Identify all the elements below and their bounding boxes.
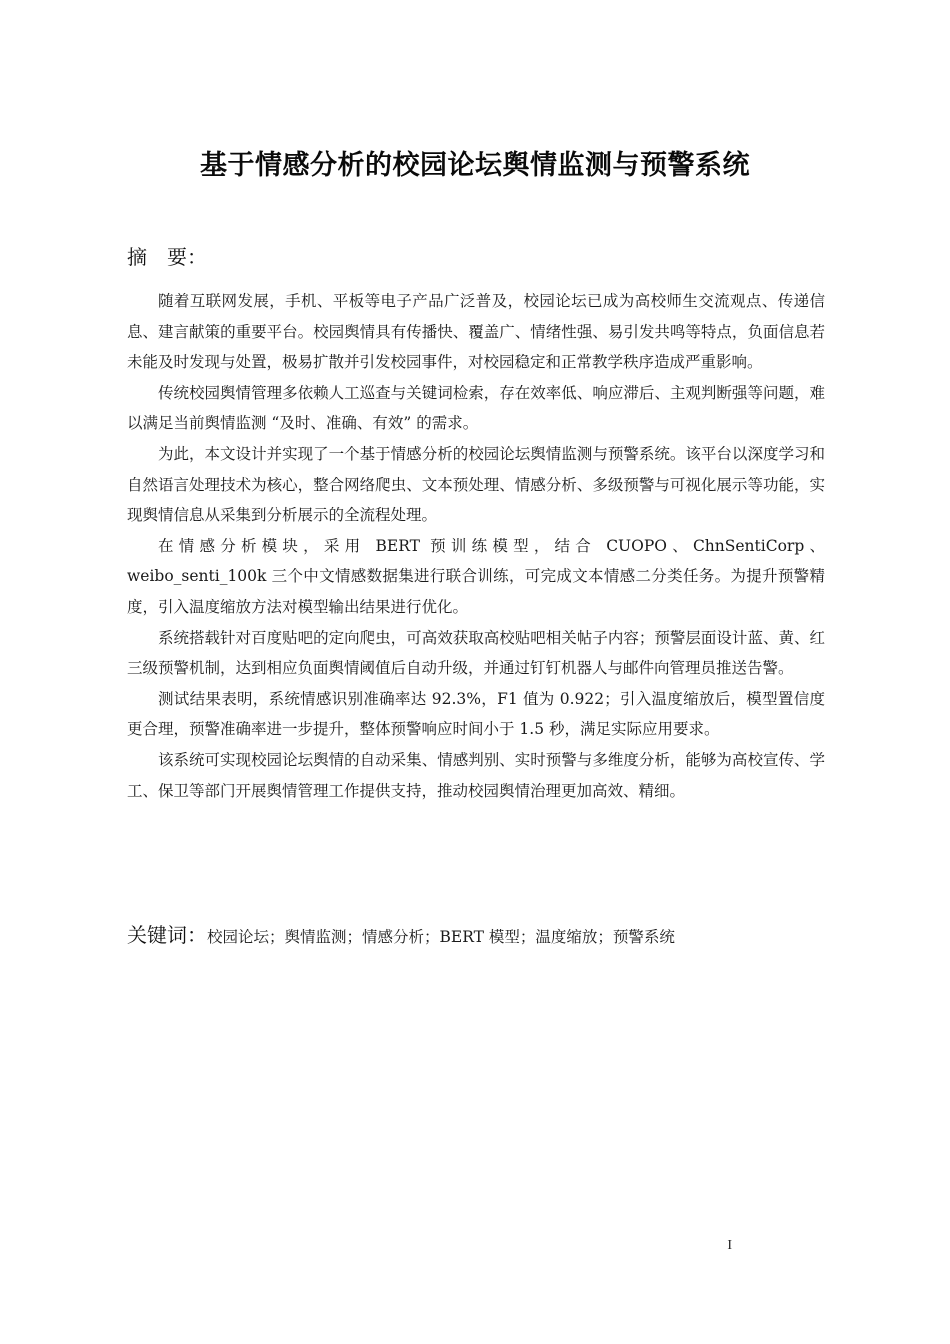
abstract-body xyxy=(127,286,825,806)
keywords-text: 校园论坛；舆情监测；情感分析；BERT 模型；温度缩放；预警系统 xyxy=(207,928,675,946)
abstract-paragraph: 该系统可实现校园论坛舆情的自动采集、情感判别、实时预警与多维度分析，能够为高校宣传、学工、保卫等部门开展舆情管理工作提供支持，推动校园舆情治理更加高效、精细。 xyxy=(127,750,825,800)
abstract-paragraph: 随着互联网发展，手机、平板等电子产品广泛普及，校园论坛已成为高校师生交流观点、传递信息、建言献策的重要平台。校园舆情具有传播快、覆盖广、情绪性强、易引发共鸣等特点，负面信息若未能及时发现与处置，极易扩散并引发校园事件，对校园稳定和正常教学秩序造成严重影响。 xyxy=(127,292,825,372)
keywords-label: 关键词： xyxy=(127,923,207,947)
abstract-paragraph: 为此，本文设计并实现了一个基于情感分析的校园论坛舆情监测与预警系统。该平台以深度学习和自然语言处理技术为核心，整合网络爬虫、文本预处理、情感分析、多级预警与可视化展示等功能，实现舆情信息从采集到分析展示的全流程处理。 xyxy=(127,444,825,525)
abstract-paragraph: 传统校园舆情管理多依赖人工巡查与关键词检索，存在效率低、响应滞后、主观判断强等问题，难以满足当前舆情监测 “及时、准确、有效” 的需求。 xyxy=(127,383,825,433)
document-title: 基于情感分析的校园论坛舆情监测与预警系统 xyxy=(200,150,750,181)
page-number: I xyxy=(727,1238,732,1253)
abstract-paragraph: 系统搭载针对百度贴吧的定向爬虫，可高效获取高校贴吧相关帖子内容；预警层面设计蓝、黄、红三级预警机制，达到相应负面舆情阈值后自动升级，并通过钉钉机器人与邮件向管理员推送告警。 xyxy=(127,628,825,678)
keywords-line xyxy=(127,920,827,952)
abstract-paragraph: 测试结果表明，系统情感识别准确率达 92.3%，F1 值为 0.922；引入温度缩放后，模型置信度更合理，预警准确率进一步提升，整体预警响应时间小于 1.5 秒，满足实际应用要求。 xyxy=(127,689,825,739)
abstract-heading: 摘 要： xyxy=(127,245,207,269)
abstract-paragraph: 在情感分析模块，采用 BERT 预训练模型，结合 CUOPO、ChnSentiCorp、weibo_senti_100k 三个中文情感数据集进行联合训练，可完成文本情感二分类任务。为提升预警精度，引入温度缩放方法对模型输出结果进行优化。 xyxy=(127,536,825,616)
